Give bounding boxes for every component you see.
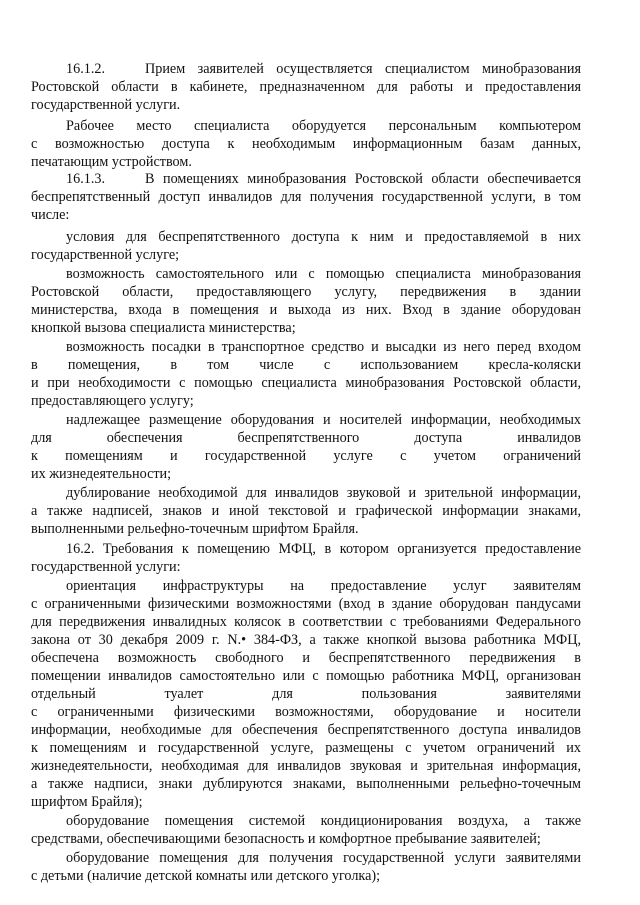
text-line: в помещения, в том числе с использованием кресла-коляски (31, 357, 581, 373)
text-line: Ростовской области, предоставляющего услугу, передвижения в здании (31, 284, 581, 300)
text-line: а также надписи, знаки дублируются знаками, выполненными рельефно-точечным (31, 776, 581, 792)
text-line: к помещениям и государственной услуге, размещены с учетом ограничений их (31, 740, 581, 756)
text-line: а также надписей, знаков и иной текстовой и графической информации знаками, (31, 503, 581, 519)
text-line: печатающим устройством. (31, 154, 192, 170)
text-line: закона от 30 декабря 2009 г. N.• 384-ФЗ, а также кнопкой вызова работника МФЦ, (31, 632, 581, 648)
text-line: министерства, входа в помещения и выхода из них. Вход в здание оборудован (31, 302, 581, 318)
text-line: В помещениях минобразования Ростовской области обеспечивается (145, 171, 581, 187)
text-line: государственной услуге; (31, 247, 180, 263)
text-line: с детьми (наличие детской комнаты или детского уголка); (31, 868, 381, 884)
text-line: Рабочее место специалиста оборудуется персональным компьютером (66, 118, 581, 134)
text-line: возможность самостоятельного или с помощью специалиста минобразования (66, 266, 581, 282)
text-line: ориентация инфраструктуры на предоставление услуг заявителям (66, 578, 581, 594)
text-line: Прием заявителей осуществляется специалистом минобразования (145, 61, 581, 77)
text-line: выполненными рельефно-точечным шрифтом Брайля. (31, 521, 359, 537)
text-line: с ограниченными физическими возможностями, оборудование и носители (31, 704, 581, 720)
clause-number: 16.1.2. (66, 61, 106, 77)
text-line: обеспечена возможность свободного и беспрепятственного передвижения в (31, 650, 581, 666)
text-line: государственной услуги. (31, 97, 181, 113)
text-line: условия для беспрепятственного доступа к ним и предоставляемой в них (66, 229, 581, 245)
text-line: шрифтом Брайля); (31, 794, 143, 810)
text-line: для передвижения инвалидных колясок в соответствии с требованиями Федерального (31, 614, 581, 630)
text-line: 16.2. Требования к помещению МФЦ, в котором организуется предоставление (66, 541, 581, 557)
text-line: отдельный туалет для пользования заявителями (31, 686, 581, 702)
paragraph-16-1-2-line-1 (66, 60, 581, 78)
text-line: их жизнедеятельности; (31, 466, 172, 482)
paragraph-16-1-3-line-1 (66, 170, 581, 188)
text-line: государственной услуги: (31, 559, 181, 575)
text-line: к помещениям и государственной услуге с учетом ограничений (31, 448, 581, 464)
text-line: с ограниченными физическими возможностями (вход в здание оборудован пандусами (31, 596, 581, 612)
text-line: информации, необходимые для обеспечения беспрепятственного доступа инвалидов (31, 722, 581, 738)
text-line: Ростовской области в кабинете, предназначенном для работы и предоставления (31, 79, 581, 95)
text-line: и при необходимости с помощью специалиста минобразования Ростовской области, (31, 375, 581, 391)
text-line: надлежащее размещение оборудования и носителей информации, необходимых (66, 412, 581, 428)
clause-number: 16.1.3. (66, 171, 106, 187)
text-line: жизнедеятельности, необходимая для инвалидов звуковая и зрительная информация, (31, 758, 581, 774)
text-line: числе: (31, 207, 70, 223)
text-line: возможность посадки в транспортное средство и высадки из него перед входом (66, 339, 581, 355)
text-line: помещении инвалидов самостоятельно или с помощью работника МФЦ, организован (31, 668, 581, 684)
text-line: оборудование помещения системой кондиционирования воздуха, а также (66, 813, 581, 829)
text-line: оборудование помещения для получения государственной услуги заявителями (66, 850, 581, 866)
text-line: кнопкой вызова специалиста министерства; (31, 320, 296, 336)
text-line: предоставляющего услугу; (31, 393, 194, 409)
text-line: дублирование необходимой для инвалидов звуковой и зрительной информации, (66, 485, 581, 501)
text-line: средствами, обеспечивающими безопасность и комфортное пребывание заявителей; (31, 831, 541, 847)
text-line: беспрепятственный доступ инвалидов для получения государственной услуги, в том (31, 189, 581, 205)
text-line: для обеспечения беспрепятственного доступа инвалидов (31, 430, 581, 446)
text-line: с возможностью доступа к необходимым информационным базам данных, (31, 136, 581, 152)
